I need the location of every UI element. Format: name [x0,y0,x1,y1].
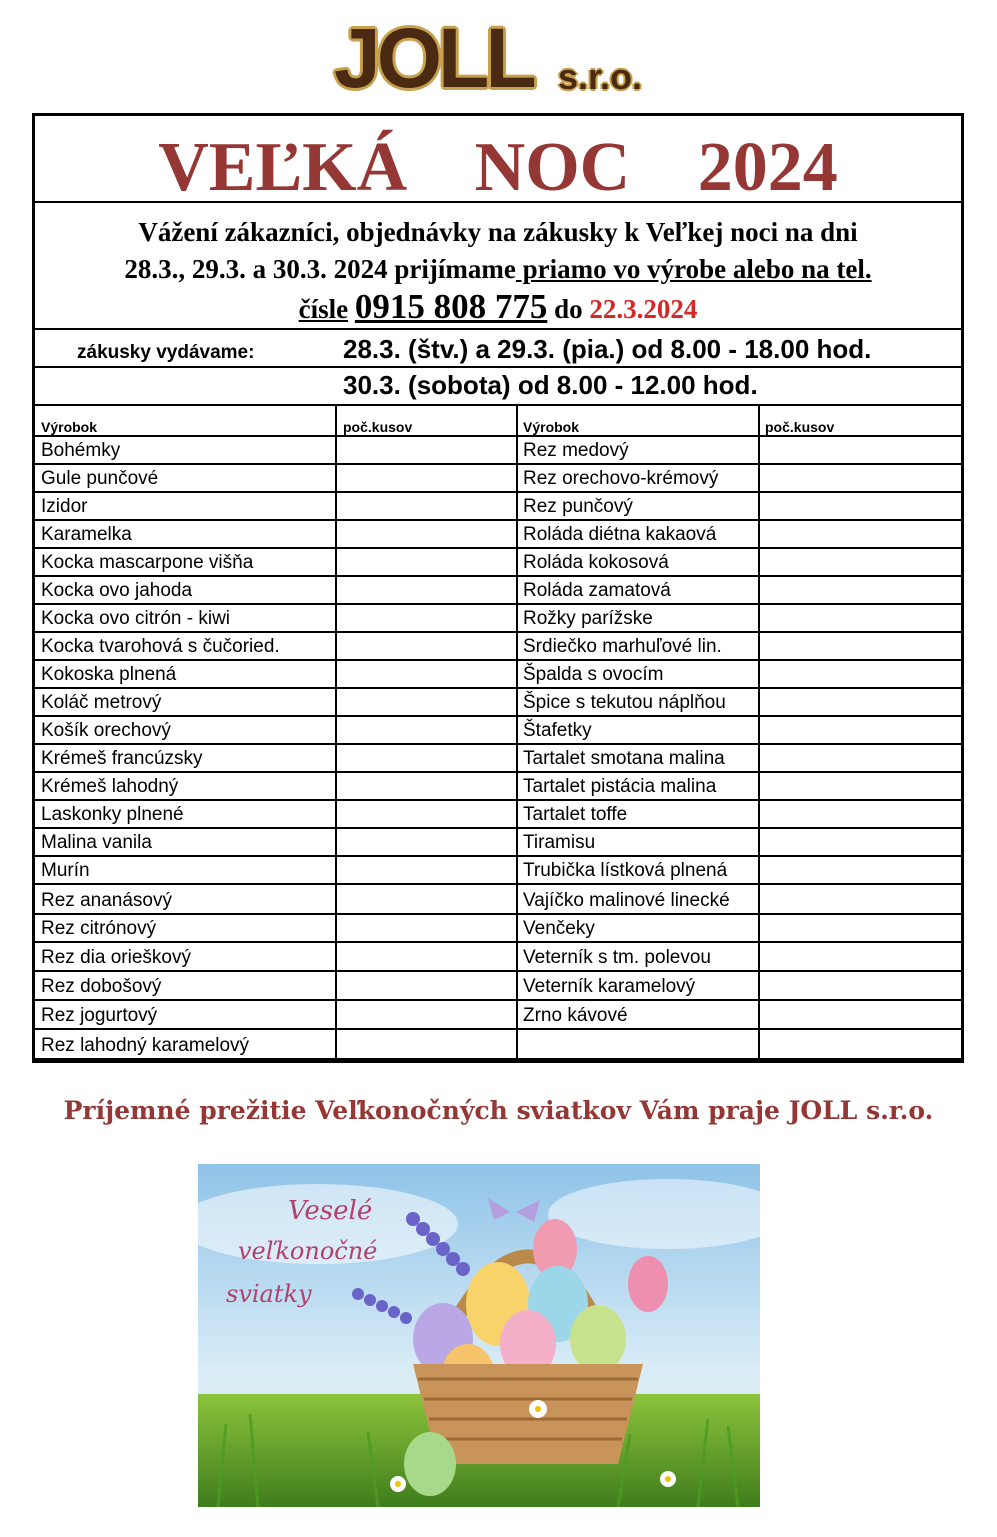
product-name-right: Srdiečko marhuľové lin. [523,636,722,657]
logo-suffix: s.r.o. [558,56,643,97]
page-title: VEĽKÁ NOC 2024 [158,129,838,206]
order-deadline: 22.3.2024 [589,294,698,324]
pickup-label: zákusky vydávame: [77,342,255,363]
notice-line-3 [35,288,961,328]
table-row [35,827,961,857]
product-name-left: Murín [41,860,90,881]
product-name-right: Špice s tekutou náplňou [523,692,726,713]
product-name-right: Vajíčko malinové linecké [523,890,730,911]
product-name-right: Rez orechovo-krémový [523,468,719,489]
phone-number: 0915 808 775 [354,287,548,326]
product-name-left: Kocka tvarohová s čučoried. [41,636,280,657]
product-name-right: Rez medový [523,440,629,461]
notice-dates: 28.3., 29.3. a 30.3. 2024 prijímame [124,254,516,284]
table-row [35,1028,961,1060]
column-header-count: poč.kusov [343,419,413,435]
table-row [35,659,961,689]
table-row [35,970,961,1001]
product-name-right: Venčeky [523,918,595,939]
product-name-right: Štafetky [523,720,592,741]
product-name-left: Krémeš francúzsky [41,748,203,769]
product-name-left: Izidor [41,496,88,517]
product-name-left: Košík orechový [41,720,171,741]
table-row [35,913,961,943]
pickup-times-2: 30.3. (sobota) od 8.00 - 12.00 hod. [343,370,758,400]
divider [35,366,961,368]
product-name-right: Rez punčový [523,496,633,517]
order-notice [35,214,961,328]
product-name-left: Rez dia orieškový [41,947,191,968]
table-row [35,941,961,972]
product-name-right: Roláda diétna kakaová [523,524,717,545]
product-name-right: Špalda s ovocím [523,664,664,685]
product-name-left: Karamelka [41,524,132,545]
product-name-left: Rez citrónový [41,918,157,939]
product-name-right: Veterník s tm. polevou [523,947,711,968]
product-name-right: Tartalet toffe [523,804,628,825]
easter-illustration [198,1164,760,1507]
table-row [35,575,961,605]
product-name-right: Roláda zamatová [523,580,671,601]
table-row [35,463,961,493]
table-row [35,743,961,773]
product-name-right: Zrno kávové [523,1005,628,1026]
column-header-product: Výrobok [41,419,98,435]
notice-line-2 [35,251,961,288]
product-name-right: Veterník karamelový [523,976,696,997]
easter-basket-image [198,1164,760,1507]
greeting-word-1: Veselé [288,1196,373,1226]
notice-where: priamo vo výrobe alebo na tel. [515,254,872,284]
table-row [35,883,961,915]
product-name-right: Roláda kokosová [523,552,669,573]
table-row [35,715,961,745]
product-name-left: Koláč metrový [41,692,162,713]
divider [35,201,961,203]
notice-line-1: Vážení zákazníci, objednávky na zákusky k Veľkej noci na dni [138,217,858,247]
notice-until: do [554,294,583,324]
holiday-greeting: Príjemné prežitie Veľkonočných sviatkov Vám praje JOLL s.r.o. [63,1096,934,1125]
product-name-left: Rez jogurtový [41,1005,158,1026]
product-name-left: Kocka ovo citrón - kiwi [41,608,231,629]
company-logo [334,12,664,104]
product-name-right: Tartalet pistácia malina [523,776,717,797]
table-row [35,519,961,549]
notice-number-label: čísle [298,294,349,324]
divider [35,328,961,330]
product-name-left: Krémeš lahodný [41,776,179,797]
table-row [35,435,961,465]
product-name-right: Rožky parížske [523,608,653,629]
product-name-left: Malina vanila [41,832,152,853]
table-row [35,855,961,885]
table-row [35,603,961,633]
product-name-left: Rez lahodný karamelový [41,1035,250,1056]
table-row [35,687,961,717]
column-header-count: poč.kusov [765,419,835,435]
table-row [35,771,961,801]
greeting-word-3: sviatky [226,1280,312,1308]
table-row [35,547,961,577]
product-name-right: Tartalet smotana malina [523,748,725,769]
product-name-left: Bohémky [41,440,121,461]
product-name-right: Trubička lístková plnená [523,860,728,881]
product-name-left: Kocka ovo jahoda [41,580,193,601]
product-name-left: Gule punčové [41,468,159,489]
product-name-left: Laskonky plnené [41,804,184,825]
product-name-left: Rez dobošový [41,976,162,997]
product-name-left: Kocka mascarpone višňa [41,552,254,573]
table-header-row [35,404,961,437]
logo-wordmark: JOLL [334,11,533,105]
table-row [35,999,961,1030]
table-row [35,799,961,829]
table-row [35,631,961,661]
product-name-left: Kokoska plnená [41,664,177,685]
column-header-product: Výrobok [523,419,580,435]
product-name-right: Tiramisu [523,832,596,853]
greeting-word-2: veľkonočné [238,1237,378,1265]
product-name-left: Rez ananásový [41,890,172,911]
table-row [35,491,961,521]
pickup-times-1: 28.3. (štv.) a 29.3. (pia.) od 8.00 - 18.00 hod. [343,334,872,364]
order-form [32,113,964,1063]
